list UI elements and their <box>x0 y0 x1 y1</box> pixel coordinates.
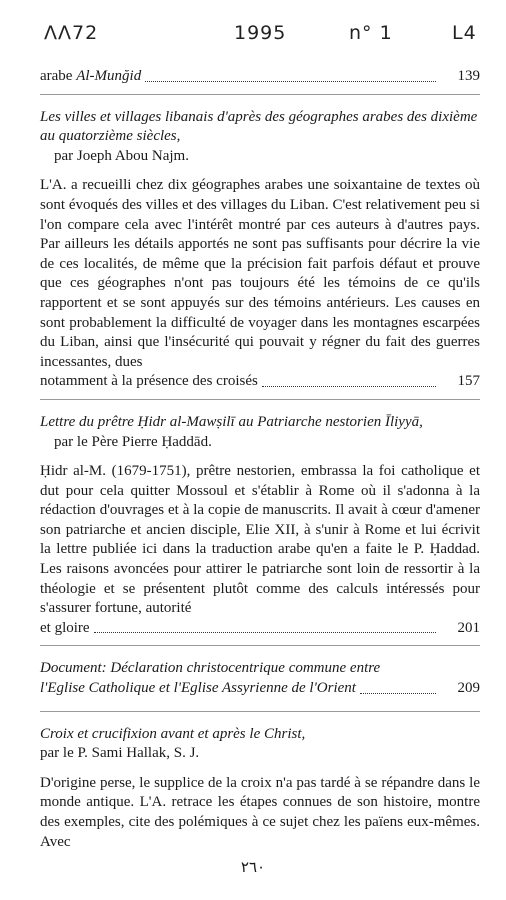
header-code: ΛΛ72 <box>44 22 99 44</box>
page-number: 201 <box>457 619 480 636</box>
article-abstract-end <box>40 372 480 392</box>
article-abstract: Ḥidr al-M. (1679-1751), prêtre nestorien, embrassa la foi catholique et dut pour cela quitter Mossoul et s'établir à Rome où il s'adonna à la rédaction d'ouvrages et à la copie de manuscrits. Il avait à cœur d'amener son patriarche et ancien disciple, Elie XII, à s'unir à Rome et lui écrivit la lettre publiée ici dans la traduction arabe qu'en a faite le P. Ḥaddad. Les raisons avoncées pour attirer le patriarche sont loin de ressortir à la théologie et se présentent plutôt comme des calculs intéressés pour s'assurer fortune, autorité <box>40 463 480 617</box>
header-tag: L4 <box>452 22 477 44</box>
article-title-end <box>40 679 480 699</box>
dot-leader <box>145 81 436 82</box>
header-year: 1995 <box>234 22 287 44</box>
page-number: 209 <box>457 680 480 697</box>
article-abstract: L'A. a recueilli chez dix géographes arabes une soixantaine de textes où sont évoqués des villes et des villages du Liban. C'est relativement peu si l'on compare cela avec l'intérêt montré par ces auteurs à d'autres pays. Par ailleurs les détails apportés ne sont pas suffisants pour décrire la vie de ces localités, de même que la précision fait parfois défaut et prouve que ces géographes n'ont pas toujours été les témoins de ce qu'ils rapportent et se sont appuyés sur des témoins antérieurs. Les causes en sont probablement la difficulté de voyager dans les montagnes escarpées du Liban, ainsi que l'insécurité qui pouvait y régner du fait des guerres incessantes, dues <box>40 177 480 370</box>
title-last-line: l'Eglise Catholique et l'Eglise Assyrienne de l'Orient <box>40 680 356 697</box>
article-villes-libanais <box>40 108 480 392</box>
article-abstract: D'origine perse, le supplice de la croix n'a pas tardé à se répandre dans le monde antique. L'A. retrace les étapes connues de son histoire, montre des exemples, cite des polémiques à ce sujet chez les païens eux-mêmes. Avec <box>40 774 480 850</box>
header-issue: n° 1 <box>349 22 393 44</box>
dot-leader <box>262 386 436 387</box>
article-croix-crucifixion <box>40 725 480 853</box>
abstract-last-line: et gloire <box>40 619 90 636</box>
dot-leader <box>360 693 436 694</box>
article-lettre-hidr <box>40 413 480 639</box>
toc-entry-mungid <box>40 67 480 87</box>
divider <box>40 94 480 95</box>
divider <box>40 711 480 712</box>
article-author: par Joeph Abou Najm. <box>54 147 189 164</box>
dot-leader <box>94 632 436 633</box>
divider <box>40 399 480 400</box>
article-author: par le P. Sami Hallak, S. J. <box>40 745 200 762</box>
handwritten-header <box>44 18 484 58</box>
abstract-last-line: notamment à la présence des croisés <box>40 373 258 390</box>
article-author: par le Père Pierre Ḥaddād. <box>54 433 212 450</box>
article-title: Lettre du prêtre Ḥidr al-Mawṣilī au Patriarche nestorien Īliyyā, <box>40 413 423 430</box>
article-title: Croix et crucifixion avant et après le Christ, <box>40 725 306 742</box>
document-body <box>40 67 480 852</box>
article-title: Les villes et villages libanais d'après des géographes arabes des dixième au quatorzième siècles, <box>40 108 478 145</box>
entry-text: arabe Al-Munğid <box>40 68 142 84</box>
divider <box>40 645 480 646</box>
page-number: 157 <box>457 373 480 390</box>
article-title: Document: Déclaration christocentrique commune entre <box>40 660 381 677</box>
article-abstract-end <box>40 619 480 639</box>
page-number: 139 <box>457 68 480 84</box>
footer-page-number: ٢٦٠ <box>240 858 266 876</box>
article-document-declaration <box>40 659 480 698</box>
entry-italic-title: Al-Munğid <box>76 68 142 84</box>
